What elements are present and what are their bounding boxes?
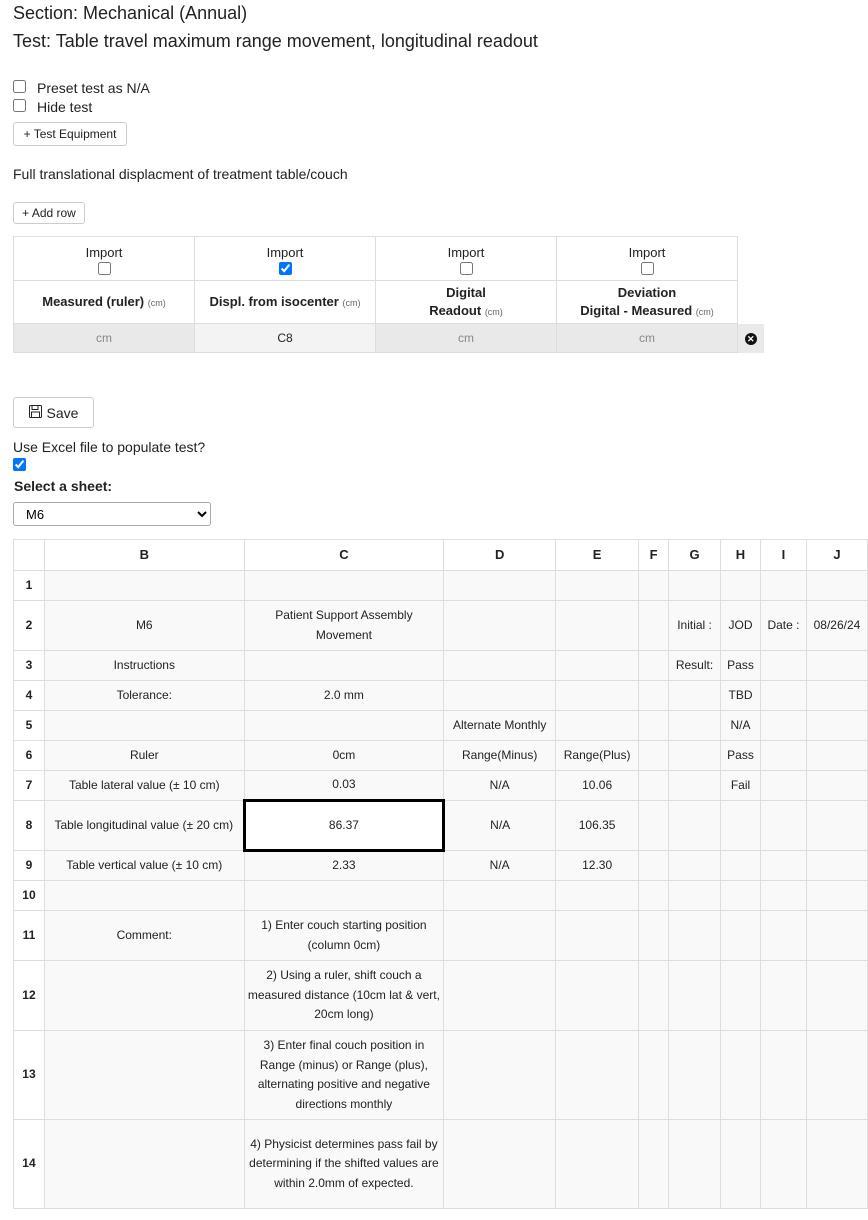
table-cell[interactable]: Table longitudinal value (± 20 cm): [44, 801, 244, 851]
table-cell[interactable]: [721, 1120, 761, 1209]
displacement-input[interactable]: C8: [195, 324, 376, 353]
table-cell[interactable]: Comment:: [44, 911, 244, 961]
table-cell[interactable]: [721, 911, 761, 961]
use-excel-checkbox[interactable]: [13, 458, 26, 471]
row-number: 2: [14, 601, 45, 651]
table-cell[interactable]: 2) Using a ruler, shift couch a measured distance (10cm lat & vert, 20cm long): [244, 961, 444, 1031]
table-cell[interactable]: Range(Plus): [556, 741, 639, 771]
table-cell[interactable]: [639, 601, 669, 651]
table-cell[interactable]: Fail: [721, 771, 761, 801]
table-cell[interactable]: [556, 911, 639, 961]
table-cell[interactable]: TBD: [721, 681, 761, 711]
table-cell[interactable]: Tolerance:: [44, 681, 244, 711]
table-cell[interactable]: [639, 801, 669, 851]
table-cell[interactable]: [639, 911, 669, 961]
table-cell[interactable]: [556, 961, 639, 1031]
row-number: 3: [14, 651, 45, 681]
table-cell[interactable]: [669, 771, 721, 801]
table-cell[interactable]: [721, 851, 761, 881]
table-cell[interactable]: [806, 571, 867, 601]
import-checkbox[interactable]: [279, 262, 292, 275]
column-letter: B: [44, 540, 244, 571]
table-cell[interactable]: Pass: [721, 651, 761, 681]
table-cell[interactable]: N/A: [444, 851, 556, 881]
table-cell[interactable]: [444, 961, 556, 1031]
table-cell[interactable]: [669, 1031, 721, 1120]
table-cell[interactable]: [806, 1031, 867, 1120]
table-cell[interactable]: [444, 651, 556, 681]
table-cell[interactable]: [444, 1120, 556, 1209]
table-cell[interactable]: [806, 651, 867, 681]
table-cell[interactable]: Table vertical value (± 10 cm): [44, 851, 244, 881]
save-label: Save: [46, 404, 79, 421]
table-row: [14, 651, 868, 681]
row-number: 13: [14, 1031, 45, 1120]
table-cell[interactable]: [639, 771, 669, 801]
column-header-digital-readout: Digital Readout (cm): [376, 281, 557, 324]
import-label: Import: [628, 245, 666, 260]
table-row: [14, 1031, 868, 1120]
table-cell[interactable]: Pass: [721, 741, 761, 771]
table-cell[interactable]: 106.35: [556, 801, 639, 851]
table-row: [14, 571, 868, 601]
table-cell[interactable]: [639, 741, 669, 771]
table-cell[interactable]: [721, 571, 761, 601]
test-title: Test: Table travel maximum range movement, longitudinal readout: [13, 31, 538, 51]
table-cell[interactable]: [669, 961, 721, 1031]
table-cell[interactable]: Result:: [669, 651, 721, 681]
table-cell[interactable]: 12.30: [556, 851, 639, 881]
table-cell[interactable]: 10.06: [556, 771, 639, 801]
table-cell[interactable]: [556, 881, 639, 911]
column-letter: D: [444, 540, 556, 571]
table-cell[interactable]: 1) Enter couch starting position (column 0cm): [244, 911, 444, 961]
table-cell[interactable]: [806, 1120, 867, 1209]
preset-na-checkbox[interactable]: [13, 80, 26, 93]
import-checkbox[interactable]: [460, 262, 473, 275]
row-number: 14: [14, 1120, 45, 1209]
row-number: 7: [14, 771, 45, 801]
table-cell[interactable]: 2.0 mm: [244, 681, 444, 711]
column-header-displacement: Displ. from isocenter (cm): [195, 281, 376, 324]
deviation-input[interactable]: cm: [557, 324, 738, 353]
import-cell: [14, 237, 195, 281]
digital-readout-input[interactable]: cm: [376, 324, 557, 353]
remove-row-button[interactable]: [738, 324, 764, 353]
table-row: [14, 771, 868, 801]
table-cell[interactable]: [444, 571, 556, 601]
table-row: [14, 711, 868, 741]
hide-test-label: Hide test: [37, 99, 93, 115]
table-cell[interactable]: [556, 711, 639, 741]
table-cell[interactable]: [669, 1120, 721, 1209]
column-letter: C: [244, 540, 444, 571]
table-cell[interactable]: [760, 961, 806, 1031]
hide-test-checkbox[interactable]: [13, 99, 26, 112]
spreadsheet-table: [13, 539, 868, 1209]
table-cell[interactable]: Table lateral value (± 10 cm): [44, 771, 244, 801]
table-cell[interactable]: [806, 711, 867, 741]
column-letter: I: [760, 540, 806, 571]
table-cell[interactable]: [639, 961, 669, 1031]
table-row: [14, 801, 868, 851]
table-cell[interactable]: [669, 881, 721, 911]
table-cell[interactable]: [556, 571, 639, 601]
table-cell[interactable]: 2.33: [244, 851, 444, 881]
table-cell[interactable]: [639, 681, 669, 711]
table-cell[interactable]: [806, 741, 867, 771]
table-cell[interactable]: [244, 881, 444, 911]
sheet-select[interactable]: [13, 502, 211, 526]
row-number: 9: [14, 851, 45, 881]
table-cell[interactable]: [760, 851, 806, 881]
table-cell[interactable]: [639, 711, 669, 741]
table-cell[interactable]: [806, 881, 867, 911]
table-cell[interactable]: [721, 1031, 761, 1120]
table-row: [14, 881, 868, 911]
column-header-deviation: Deviation Digital - Measured (cm): [557, 281, 738, 324]
table-cell[interactable]: [760, 1120, 806, 1209]
table-cell[interactable]: [244, 571, 444, 601]
table-cell[interactable]: [556, 651, 639, 681]
table-cell[interactable]: [639, 1031, 669, 1120]
table-cell[interactable]: [669, 571, 721, 601]
import-cell: [376, 237, 557, 281]
table-cell[interactable]: [669, 851, 721, 881]
table-cell[interactable]: [721, 801, 761, 851]
save-button[interactable]: [13, 397, 94, 428]
sheet-label: Select a sheet:: [14, 478, 113, 494]
table-cell[interactable]: [244, 711, 444, 741]
table-cell[interactable]: Initial :: [669, 601, 721, 651]
table-cell[interactable]: Patient Support Assembly Movement: [244, 601, 444, 651]
table-cell[interactable]: [639, 571, 669, 601]
floppy-disk-icon: [29, 405, 42, 421]
import-label: Import: [447, 245, 485, 260]
import-checkbox[interactable]: [641, 262, 654, 275]
table-cell[interactable]: [669, 801, 721, 851]
table-cell[interactable]: [44, 1120, 244, 1209]
table-cell[interactable]: [721, 881, 761, 911]
table-cell[interactable]: [806, 681, 867, 711]
table-cell[interactable]: [44, 961, 244, 1031]
table-cell[interactable]: [806, 851, 867, 881]
table-cell[interactable]: [760, 801, 806, 851]
table-row: [14, 1120, 868, 1209]
table-cell[interactable]: [760, 911, 806, 961]
table-cell[interactable]: N/A: [721, 711, 761, 741]
column-letter: J: [806, 540, 867, 571]
table-cell[interactable]: N/A: [444, 801, 556, 851]
row-number: 12: [14, 961, 45, 1031]
table-row: [14, 681, 868, 711]
column-letter: H: [721, 540, 761, 571]
import-checkbox[interactable]: [98, 262, 111, 275]
table-cell[interactable]: [556, 1031, 639, 1120]
row-number: 10: [14, 881, 45, 911]
table-cell[interactable]: [639, 851, 669, 881]
table-cell[interactable]: Date :: [760, 601, 806, 651]
row-number: 5: [14, 711, 45, 741]
table-cell[interactable]: Alternate Monthly: [444, 711, 556, 741]
table-cell[interactable]: [44, 571, 244, 601]
table-cell[interactable]: [760, 651, 806, 681]
row-number: 6: [14, 741, 45, 771]
add-row-button[interactable]: + Add row: [13, 202, 85, 224]
row-number: 11: [14, 911, 45, 961]
table-cell[interactable]: [760, 681, 806, 711]
table-cell[interactable]: JOD: [721, 601, 761, 651]
table-cell[interactable]: [556, 681, 639, 711]
table-cell[interactable]: 08/26/24: [806, 601, 867, 651]
test-description: Full translational displacment of treatment table/couch: [13, 166, 348, 182]
table-cell[interactable]: Ruler: [44, 741, 244, 771]
table-cell[interactable]: [760, 741, 806, 771]
table-row: [14, 601, 868, 651]
table-cell[interactable]: [669, 741, 721, 771]
row-number: 1: [14, 571, 45, 601]
test-equipment-button[interactable]: + Test Equipment: [13, 122, 127, 146]
table-cell[interactable]: [44, 711, 244, 741]
table-cell[interactable]: [639, 651, 669, 681]
table-cell[interactable]: Range(Minus): [444, 741, 556, 771]
table-cell[interactable]: [444, 1031, 556, 1120]
table-cell[interactable]: [760, 881, 806, 911]
selected-cell[interactable]: 86.37: [244, 801, 444, 851]
table-cell[interactable]: [639, 881, 669, 911]
table-cell[interactable]: [806, 961, 867, 1031]
excel-prompt: Use Excel file to populate test?: [13, 439, 206, 455]
table-cell[interactable]: [244, 651, 444, 681]
table-cell[interactable]: [669, 711, 721, 741]
table-row: [14, 911, 868, 961]
table-cell[interactable]: [721, 961, 761, 1031]
row-number: 8: [14, 801, 45, 851]
table-cell[interactable]: [444, 881, 556, 911]
table-cell[interactable]: [669, 911, 721, 961]
table-cell[interactable]: Instructions: [44, 651, 244, 681]
table-cell[interactable]: [806, 801, 867, 851]
preset-na-label: Preset test as N/A: [37, 80, 150, 96]
table-cell[interactable]: M6: [44, 601, 244, 651]
table-cell[interactable]: 0.03: [244, 771, 444, 801]
table-cell[interactable]: 0cm: [244, 741, 444, 771]
table-cell[interactable]: [760, 1031, 806, 1120]
table-cell[interactable]: 3) Enter final couch position in Range (minus) or Range (plus), alternating positive and negative directions monthly: [244, 1031, 444, 1120]
table-cell[interactable]: [444, 681, 556, 711]
table-cell[interactable]: [806, 771, 867, 801]
import-cell: [557, 237, 738, 281]
table-cell[interactable]: N/A: [444, 771, 556, 801]
section-title: Section: Mechanical (Annual): [13, 3, 248, 23]
column-letter: [14, 540, 45, 571]
table-cell[interactable]: [556, 601, 639, 651]
row-number: 4: [14, 681, 45, 711]
table-row: [14, 961, 868, 1031]
close-circle-icon[interactable]: ✕: [745, 333, 757, 345]
table-cell[interactable]: [44, 881, 244, 911]
table-cell[interactable]: [44, 1031, 244, 1120]
table-cell[interactable]: [444, 911, 556, 961]
import-table: [13, 236, 764, 353]
table-cell[interactable]: 4) Physicist determines pass fail by determining if the shifted values are within 2.0mm of expected.: [244, 1120, 444, 1209]
table-row: [14, 741, 868, 771]
table-cell[interactable]: [444, 601, 556, 651]
column-letter: F: [639, 540, 669, 571]
import-label: Import: [266, 245, 304, 260]
column-header-row: [14, 540, 868, 571]
table-cell[interactable]: [760, 711, 806, 741]
import-cell: [195, 237, 376, 281]
table-row: [14, 851, 868, 881]
column-letter: E: [556, 540, 639, 571]
import-label: Import: [85, 245, 123, 260]
column-letter: G: [669, 540, 721, 571]
measured-input[interactable]: cm: [14, 324, 195, 353]
table-cell[interactable]: [806, 911, 867, 961]
table-cell[interactable]: [760, 571, 806, 601]
table-cell[interactable]: [556, 1120, 639, 1209]
table-cell[interactable]: [760, 771, 806, 801]
table-cell[interactable]: [639, 1120, 669, 1209]
column-header-measured: Measured (ruler) (cm): [14, 281, 195, 324]
table-cell[interactable]: [669, 681, 721, 711]
